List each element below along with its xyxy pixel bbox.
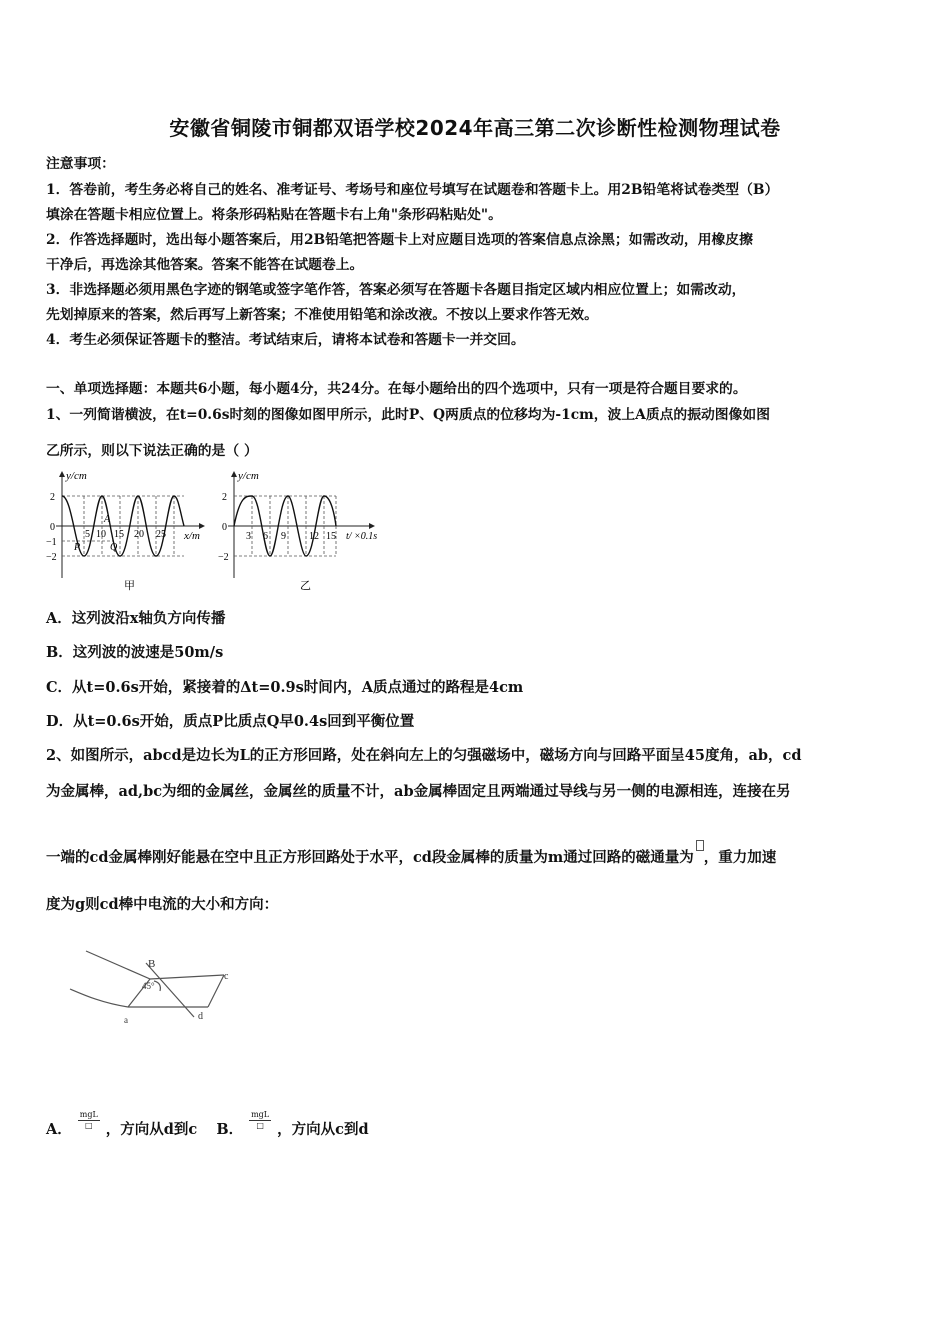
point-label: Q: [110, 542, 118, 553]
xtick: 6: [263, 531, 268, 542]
xtick: 20: [134, 529, 144, 540]
q2-stem-tail: ，重力加速: [703, 849, 777, 866]
xtick: 25: [156, 529, 166, 540]
notice-line: 4．考生必须保证答题卡的整洁。考试结束后，请将本试卷和答题卡一并交回。: [46, 332, 525, 348]
vibration-graph-yi: [216, 466, 396, 594]
q1-stem: 1、一列简谐横波，在t=0.6s时刻的图像如图甲所示，此时P、Q两质点的位移均为-1cm，波上A质点的振动图像如图: [46, 407, 770, 423]
ytick: −1: [46, 537, 57, 548]
q1-option-c[interactable]: C．从t=0.6s开始，紧接着的Δt=0.9s时间内，A质点通过的路程是4cm: [46, 679, 524, 696]
notice-line: 干净后，再选涂其他答案。答案不能答在试题卷上。: [46, 257, 364, 273]
fraction-numerator: mgL: [251, 1109, 270, 1119]
xtick: 15: [326, 531, 336, 542]
label-a: a: [124, 1015, 128, 1025]
ytick: −2: [46, 552, 57, 563]
q2-stem: 为金属棒，ad,bc为细的金属丝，金属丝的质量不计，ab金属棒固定且两端通过导线与另一侧的电源相连，连接在另: [46, 783, 791, 800]
label-c: c: [224, 971, 229, 982]
notice-line: 填涂在答题卡相应位置上。将条形码粘贴在答题卡右上角"条形码粘贴处"。: [46, 207, 502, 223]
notice-line: 先划掉原来的答案，然后再写上新答案；不准使用铅笔和涂改液。不按以上要求作答无效。: [46, 307, 598, 323]
y-label: y/cm: [66, 470, 87, 482]
notice-line: 2．作答选择题时，选出每小题答案后，用2B铅笔把答题卡上对应题目选项的答案信息点涂黑；如需改动，用橡皮擦: [46, 232, 753, 248]
q2-option-a[interactable]: [46, 1109, 202, 1138]
wave-graph-jia: [44, 466, 214, 594]
notice-line: 1．答卷前，考生务必将自己的姓名、准考证号、考场号和座位号填写在试题卷和答题卡上。用2B铅笔将试卷类型（B）: [46, 182, 779, 198]
xtick: 9: [281, 531, 286, 542]
flux-symbol-placeholder: [696, 840, 704, 851]
figure-caption: 甲: [124, 580, 135, 592]
xtick: 5: [85, 529, 90, 540]
x-label: t/ ×0.1s: [346, 531, 378, 542]
fraction: [78, 1110, 100, 1131]
ytick: −2: [218, 552, 229, 563]
q1-option-a[interactable]: A．这列波沿x轴负方向传播: [46, 610, 226, 627]
q2-stem: 度为g则cd棒中电流的大小和方向：: [46, 896, 279, 913]
x-label: x/m: [184, 530, 200, 542]
q2-options: [46, 1109, 369, 1141]
q2-stem: [46, 846, 776, 867]
q1-option-d[interactable]: D．从t=0.6s开始，质点P比质点Q早0.4s回到平衡位置: [46, 713, 415, 730]
xtick: 10: [96, 529, 106, 540]
q1-option-b[interactable]: B．这列波的波速是50m/s: [46, 644, 224, 661]
fraction-numerator: mgL: [79, 1109, 98, 1119]
option-a-label: A．: [46, 1121, 72, 1138]
fraction-denominator-placeholder: □: [85, 1120, 93, 1130]
ytick: 0: [50, 522, 55, 533]
page-title: 安徽省铜陵市铜都双语学校2024年高三第二次诊断性检测物理试卷: [169, 116, 781, 140]
label-d: d: [198, 1011, 203, 1022]
label-angle: 45°: [142, 981, 155, 991]
xtick: 15: [114, 529, 124, 540]
option-b-label: B．: [216, 1121, 244, 1138]
y-label: y/cm: [238, 470, 259, 482]
square-loop-diagram: [62, 935, 242, 1025]
fraction-denominator-placeholder: □: [256, 1120, 264, 1130]
section-heading: 一、单项选择题：本题共6小题，每小题4分，共24分。在每小题给出的四个选项中，只有一项是符合题目要求的。: [46, 381, 747, 397]
q2-option-b[interactable]: [216, 1109, 369, 1138]
label-b: B: [148, 958, 156, 970]
point-label: P: [74, 542, 81, 553]
notice-heading: 注意事项：: [46, 156, 115, 172]
point-label: A: [104, 514, 111, 525]
ytick: 0: [222, 522, 227, 533]
xtick: 3: [246, 531, 251, 542]
option-b-text: ，方向从c到d: [277, 1121, 369, 1138]
fraction: [249, 1110, 271, 1131]
ytick: 2: [50, 492, 55, 503]
q2-stem-text: 一端的cd金属棒刚好能悬在空中且正方形回路处于水平，cd段金属棒的质量为m通过回路的磁通量为: [46, 849, 694, 866]
figure-caption: 乙: [300, 580, 311, 592]
xtick: 12: [309, 531, 319, 542]
q1-stem: 乙所示，则以下说法正确的是（ ）: [46, 443, 258, 459]
q2-stem: 2、如图所示，abcd是边长为L的正方形回路，处在斜向左上的匀强磁场中，磁场方向与回路平面呈45度角，ab，cd: [46, 747, 802, 764]
ytick: 2: [222, 492, 227, 503]
notice-line: 3．非选择题必须用黑色字迹的钢笔或签字笔作答，答案必须写在答题卡各题目指定区域内相应位置上；如需改动，: [46, 282, 746, 298]
option-a-text: ，方向从d到c: [105, 1121, 198, 1138]
